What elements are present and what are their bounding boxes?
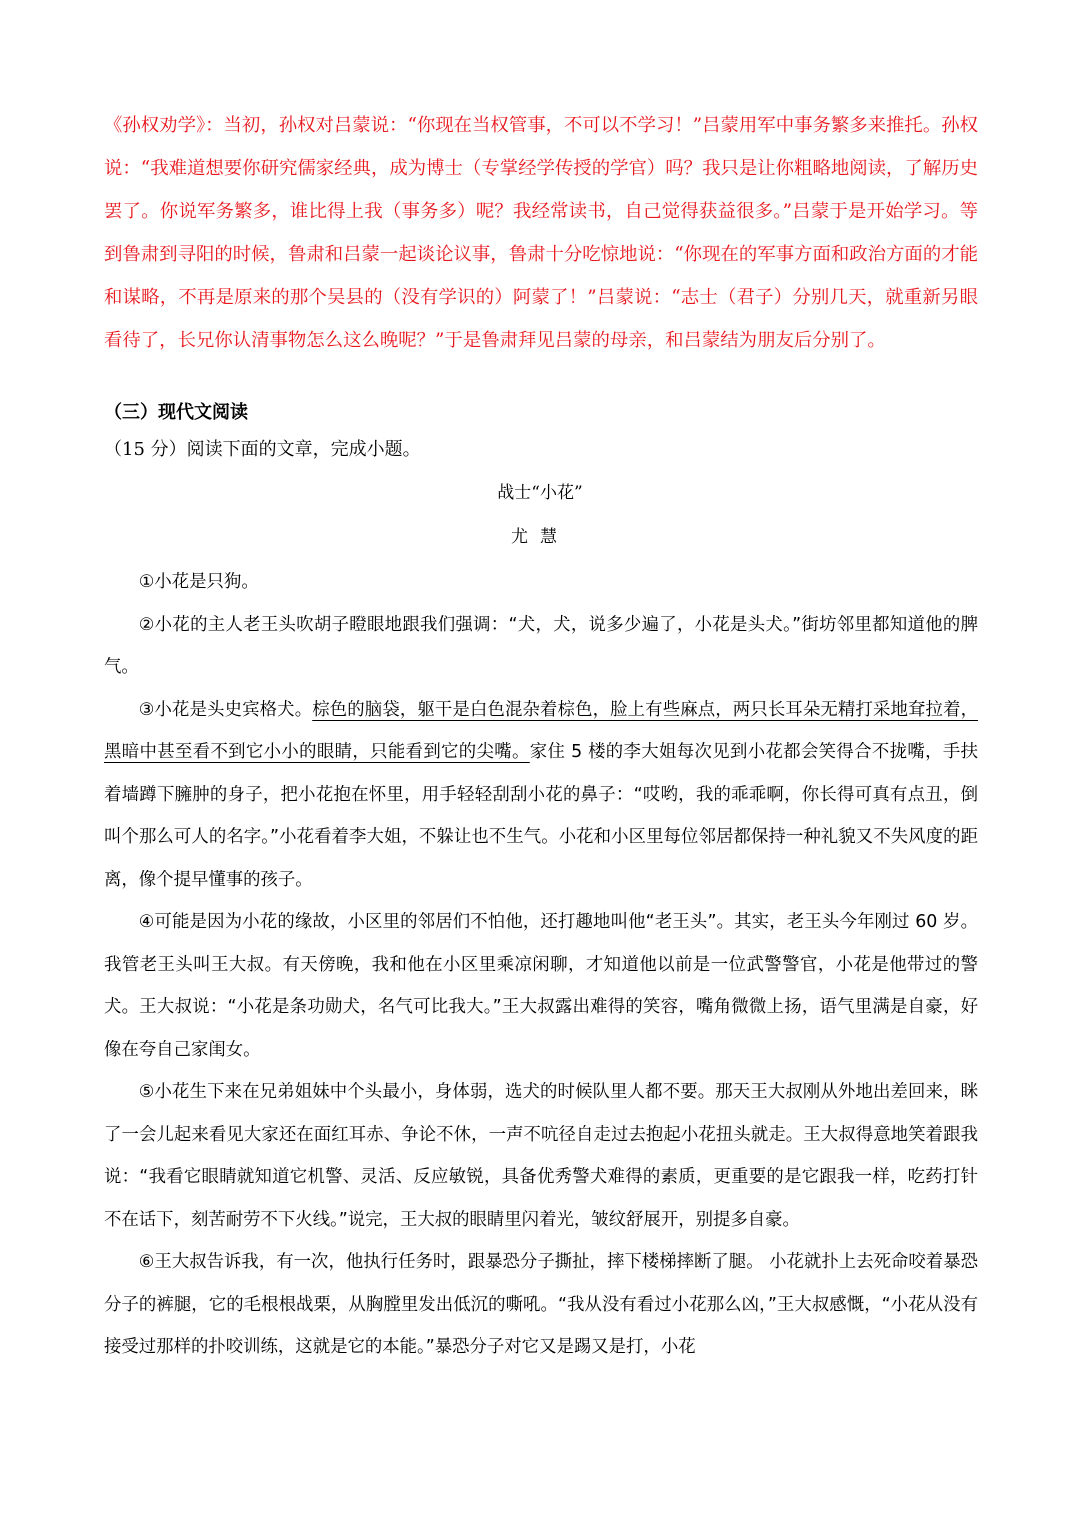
- article-body: [104, 561, 978, 1369]
- paragraph-1: ①小花是只狗。: [138, 572, 259, 592]
- instruction-text: （15 分）阅读下面的文章，完成小题。: [104, 439, 421, 460]
- translation-paragraph: 《孙权劝学》：当初，孙权对吕蒙说：“你现在当权管事，不可以不学习！”吕蒙用军中事务繁多来推托。孙权说：“我难道想要你研究儒家经典，成为博士（专掌经学传授的学官）吗？我只是让你粗略地阅读，了解历史罢了。你说军务繁多，谁比得上我（事务多）呢？我经常读书，自己觉得获益很多。”吕蒙于是开始学习。等到鲁肃到寻阳的时候，鲁肃和吕蒙一起谈论议事，鲁肃十分吃惊地说：“你现在的军事方面和政治方面的才能和谋略，不再是原来的那个吴县的（没有学识的）阿蒙了！”吕蒙说：“志士（君子）分别几天，就重新另眼看待了，长兄你认清事物怎么这么晚呢？”于是鲁肃拜见吕蒙的母亲，和吕蒙结为朋友后分别了。: [104, 115, 978, 351]
- paragraph-6: ⑥王大叔告诉我，有一次，他执行任务时，跟暴恐分子撕扯，摔下楼梯摔断了腿。 小花就扑上去死命咬着暴恐分子的裤腿，它的毛根根战栗，从胸膛里发出低沉的嘶吼。“我从没有看过小花那么凶，”王大叔感慨，“小花从没有接受过那样的扑咬训练，这就是它的本能。”暴恐分子对它又是踢又是打，小花: [104, 1252, 978, 1357]
- paragraph-3-lead: ③小花是头史宾格犬。: [138, 699, 313, 720]
- article-title: 战士“小花”: [497, 483, 583, 503]
- paragraph-4: ④可能是因为小花的缘故，小区里的邻居们不怕他，还打趣地叫他“老王头”。其实，老王头今年刚过 60 岁。我管老王头叫王大叔。有天傍晚，我和他在小区里乘凉闲聊，才知道他以前是一位武警警官，小花是他带过的警犬。王大叔说：“小花是条功勋犬，名气可比我大。”王大叔露出难得的笑容，嘴角微微上扬，语气里满是自豪，好像在夸自己家闺女。: [104, 912, 978, 1060]
- paragraph-3: [104, 689, 978, 902]
- section-heading: （三）现代文阅读: [104, 402, 248, 423]
- paragraph-5: ⑤小花生下来在兄弟姐妹中个头最小，身体弱，选犬的时候队里人都不要。那天王大叔刚从外地出差回来，眯了一会儿起来看见大家还在面红耳赤、争论不休，一声不吭径自走过去抱起小花扭头就走。王大叔得意地笑着跟我说：“我看它眼睛就知道它机警、灵活、反应敏锐，具备优秀警犬难得的素质，更重要的是它跟我一样，吃药打针不在话下，刻苦耐劳不下火线。”说完，王大叔的眼睛里闪着光，皱纹舒展开，别提多自豪。: [104, 1082, 978, 1230]
- paragraph-2: ②小花的主人老王头吹胡子瞪眼地跟我们强调：“犬，犬，说多少遍了，小花是头犬。”街坊邻里都知道他的脾气。: [104, 614, 978, 677]
- underlined-sentence: 棕色的脑袋，躯干是白色混杂着棕色，脸上有些麻点，两只长耳朵无精打采地耷拉着，黑暗中甚至看不到它小小的眼睛，只能看到它的尖嘴。: [104, 699, 978, 762]
- article-author: 尤慧: [511, 527, 569, 547]
- paragraph-3-rest: 家住 5 楼的李大姐每次见到小花都会笑得合不拢嘴，手扶着墙蹲下臃肿的身子，把小花抱在怀里，用手轻轻刮刮小花的鼻子：“哎哟，我的乖乖啊，你长得可真有点丑，倒叫个那么可人的名字。”小花看着李大姐，不躲让也不生气。小花和小区里每位邻居都保持一种礼貌又不失风度的距离，像个提早懂事的孩子。: [104, 742, 978, 890]
- translation-block: [104, 104, 978, 362]
